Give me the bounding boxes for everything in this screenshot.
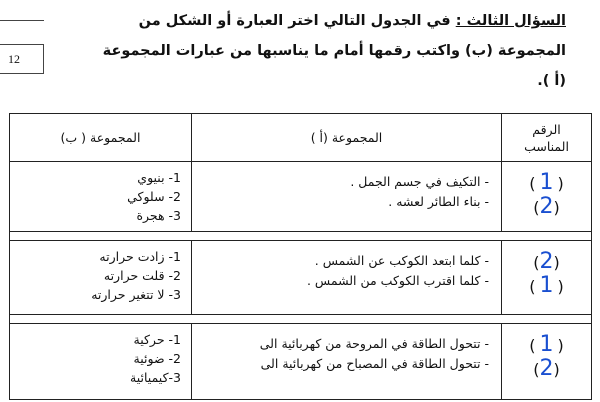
list-item: - كلما ابتعد الكوكب عن الشمس . — [314, 253, 489, 269]
header-group-a: المجموعة (أ ) — [192, 114, 502, 162]
list-item: 1- بنيوي — [137, 170, 181, 186]
group-a-cell — [192, 162, 502, 231]
list-item: 2- سلوكي — [127, 189, 181, 205]
header-number — [502, 114, 592, 162]
answer-cell — [502, 162, 592, 231]
group-b-cell — [10, 241, 192, 315]
list-item: 1- حركية — [133, 332, 181, 348]
table-row — [10, 241, 592, 315]
answer-cell — [502, 324, 592, 400]
header-row — [10, 114, 592, 162]
list-item: - تتحول الطاقة في المصباح من كهربائية الى — [260, 356, 489, 372]
list-item: - بناء الطائر لعشه . — [388, 194, 489, 210]
question-body: في الجدول التالي اختر العبارة أو الشكل من المجموعة (ب) واكتب رقمها أمام ما يناسبها من عبارات المجموعة (أ ). — [102, 13, 566, 89]
list-item: 3- لا تتغير حرارته — [91, 287, 181, 303]
question-text — [96, 6, 566, 96]
list-item: 3- هجرة — [136, 208, 181, 224]
answer-1: ( 1 ) — [529, 170, 564, 196]
list-item: 2- قلت حرارته — [103, 268, 181, 284]
answer-2: (2) — [533, 194, 560, 220]
table-row — [10, 324, 592, 400]
row-gap — [10, 314, 592, 323]
answer-1: (2) — [533, 249, 560, 275]
mark-value: 12 — [0, 44, 44, 74]
mark-top-line — [0, 20, 44, 21]
question-lead: السؤال الثالث : — [455, 13, 566, 29]
answer-cell — [502, 241, 592, 315]
header-number-line2: المناسب — [524, 138, 569, 154]
answer-1: ( 1 ) — [529, 332, 564, 358]
group-b-cell — [10, 162, 192, 231]
list-item: - التكيف في جسم الجمل . — [350, 174, 489, 190]
list-item: 3-كيميائية — [130, 370, 181, 386]
matching-table — [9, 113, 591, 400]
group-a-cell — [192, 324, 502, 400]
header-group-b: المجموعة ( ب) — [10, 114, 192, 162]
row-gap — [10, 231, 592, 240]
answer-2: ( 1 ) — [529, 273, 564, 299]
table-row — [10, 162, 592, 231]
list-item: - كلما اقترب الكوكب من الشمس . — [306, 273, 489, 289]
list-item: 1- زادت حرارته — [99, 249, 181, 265]
header-number-line1: الرقم — [532, 121, 561, 137]
answer-2: (2) — [533, 356, 560, 382]
group-a-cell — [192, 241, 502, 315]
group-b-cell — [10, 324, 192, 400]
list-item: 2- ضوئية — [133, 351, 181, 367]
list-item: - تتحول الطاقة في المروحة من كهربائية الى — [259, 336, 489, 352]
